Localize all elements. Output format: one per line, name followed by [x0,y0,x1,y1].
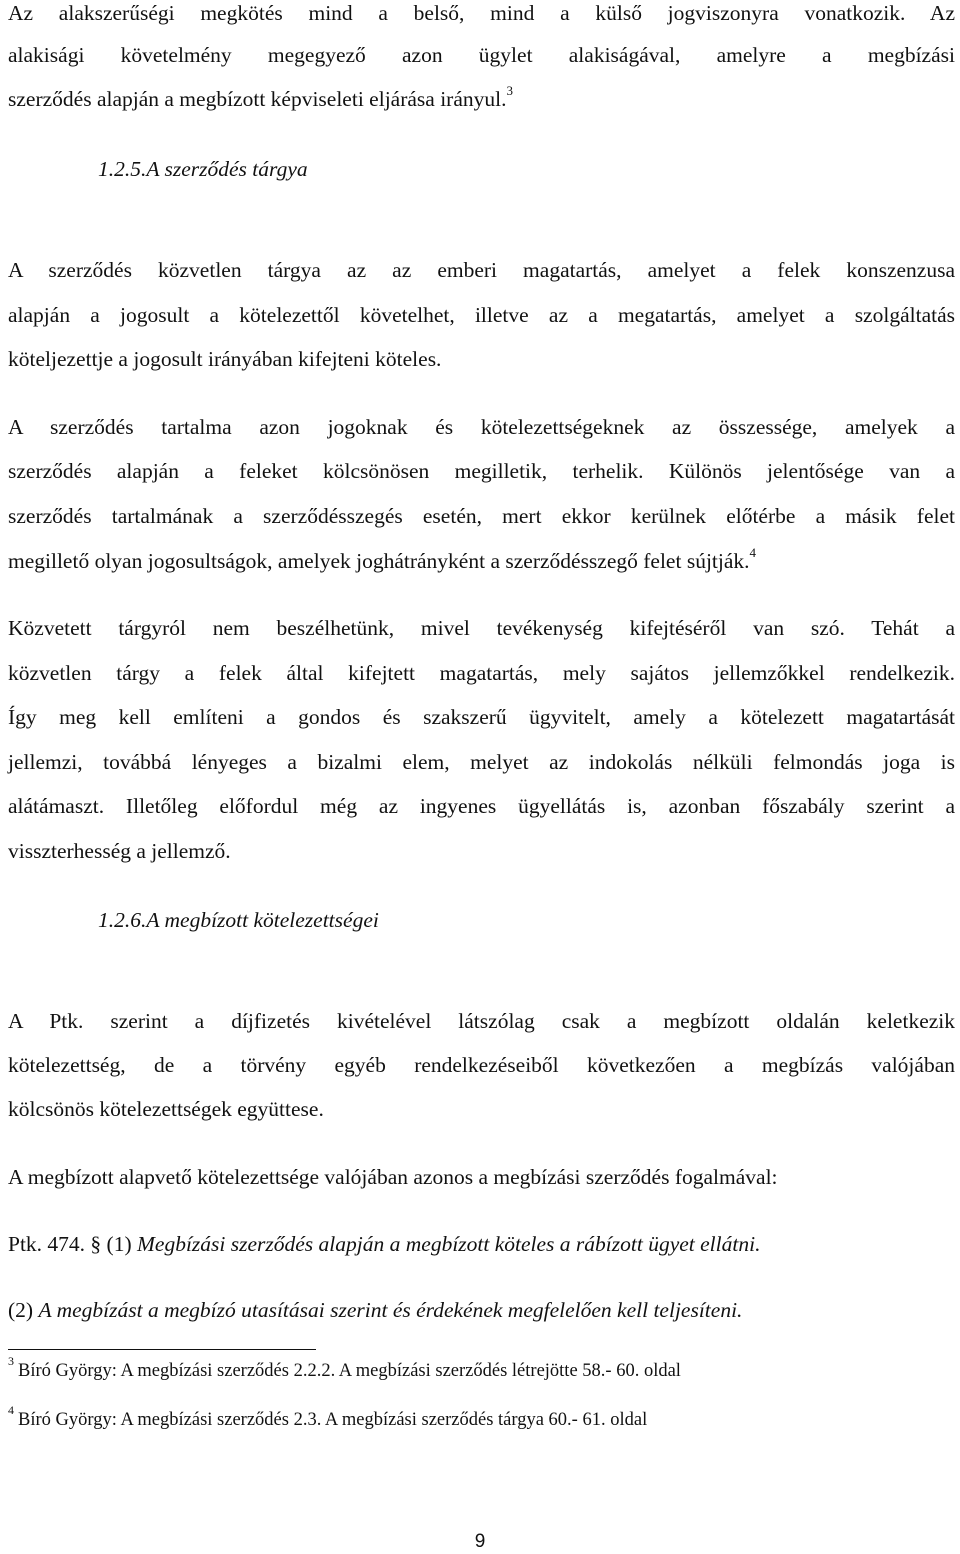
body-text-line: visszterhesség a jellemző. [8,839,231,863]
footnote-text: Bíró György: A megbízási szerződés 2.3. A megbízási szerződés tárgya 60.- 61. oldal [18,1410,648,1430]
law-quote-line [8,1231,955,1257]
footnote-reference: 4 [749,544,757,560]
footnote-number: 4 [8,1402,14,1417]
footnote-number: 3 [8,1353,14,1368]
body-text-line: Így meg kell említeni a gondos és szakszerű ügyvitelt, amely a kötelezett magatartását [8,705,955,729]
body-text-line: A szerződés közvetlen tárgya az az emberi magatartás, amelyet a felek konszenzusa [8,258,955,282]
law-quote: Megbízási szerződés alapján a megbízott köteles a rábízott ügyet ellátni. [137,1232,761,1256]
section-number: 1.2.5. [98,157,147,181]
section-number: 1.2.6. [98,908,147,932]
body-text-line [8,82,955,112]
law-reference: Ptk. 474. § (1) [8,1232,137,1256]
body-text-line: Közvetett tárgyról nem beszélhetünk, mivel tevékenység kifejtéséről van szó. Tehát a [8,616,955,640]
footnote-reference: 3 [506,82,513,98]
body-text-line: jellemzi, továbbá lényeges a bizalmi elem, melyet az indokolás nélküli felmondás joga is [8,750,955,774]
footnote [8,1402,648,1431]
body-text-line: A szerződés tartalma azon jogoknak és kötelezettségeknek az összessége, amelyek a [8,415,955,439]
body-text-line: alapján a jogosult a kötelezettől követelhet, illetve az a megatartás, amelyet a szolgáltatás [8,303,955,327]
body-text-line: alakisági követelmény megegyező azon ügylet alakiságával, amelyre a megbízási [8,43,955,67]
body-text-line: alátámaszt. Illetőleg előfordul még az ingyenes ügyellátás is, azonban főszabály szerint a [8,794,955,818]
footnote-separator [8,1349,316,1350]
footnote-text: Bíró György: A megbízási szerződés 2.2.2. A megbízási szerződés létrejötte 58.- 60. oldal [18,1361,681,1381]
law-quote-line [8,1297,955,1323]
body-text-line [8,544,955,574]
law-reference: (2) [8,1298,39,1322]
law-quote: A megbízást a megbízó utasításai szerint és érdekének megfelelően kell teljesíteni. [38,1298,743,1322]
body-text: megillető olyan jogosultságok, amelyek joghátrányként a szerződésszegő felet sújtják. [8,549,750,573]
body-text-line: közvetlen tárgy a felek által kifejtett magatartás, mely sajátos jellemzőkkel rendelkezik. [8,661,955,685]
body-text-line: A megbízott alapvető kötelezettsége valójában azonos a megbízási szerződés fogalmával: [8,1165,778,1189]
section-heading [98,907,379,933]
section-title: A megbízott kötelezettségei [146,908,379,932]
body-text-line: kölcsönös kötelezettségek együttese. [8,1097,324,1121]
body-text-line: kötelezettség, de a törvény egyéb rendelkezéseiből következően a megbízás valójában [8,1053,955,1077]
body-text-line: A Ptk. szerint a díjfizetés kivételével látszólag csak a megbízott oldalán keletkezik [8,1009,955,1033]
section-heading [98,156,308,182]
page-number: 9 [474,1531,486,1552]
body-text-line: szerződés tartalmának a szerződésszegés esetén, mert ekkor kerülnek előtérbe a másik felet [8,504,955,528]
section-title: A szerződés tárgya [146,157,308,181]
body-text-line: Az alakszerűségi megkötés mind a belső, mind a külső jogviszonyra vonatkozik. Az [8,1,955,25]
footnote [8,1353,681,1382]
body-text-line: köteljezettje a jogosult irányában kifejteni köteles. [8,347,442,371]
body-text: szerződés alapján a megbízott képviseleti eljárása irányul. [8,87,507,111]
body-text-line: szerződés alapján a feleket kölcsönösen megilletik, terhelik. Különös jelentősége van a [8,459,955,483]
